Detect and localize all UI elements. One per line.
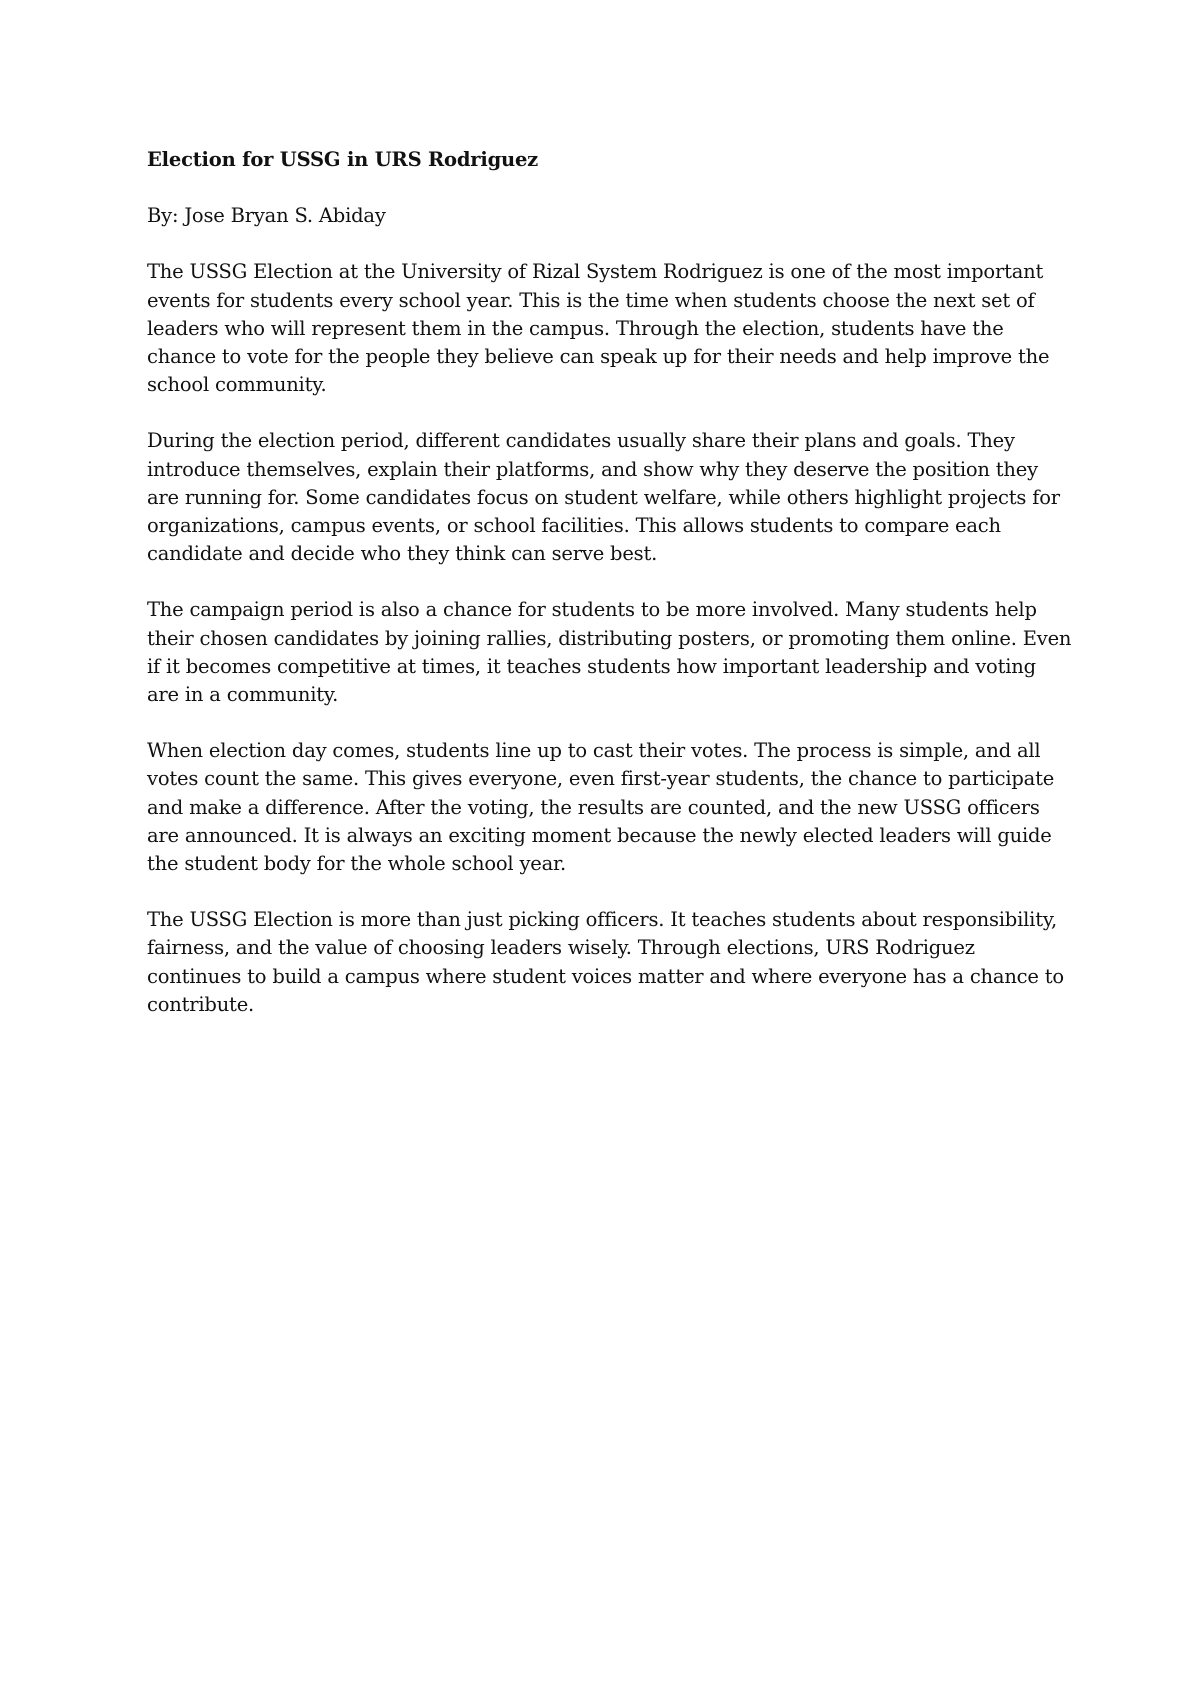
paragraph-5: The USSG Election is more than just picking officers. It teaches students about responsibility, fairness, and the value of choosing leaders wisely. Through elections, URS Rodriguez continues to build a campus where student voices matter and where everyone has a chance to contribute.	[147, 908, 1064, 1016]
paragraph-2: During the election period, different candidates usually share their plans and goals. They introduce themselves, explain their platforms, and show why they deserve the position they are running for. Some candidates focus on student welfare, while others highlight projects for organizations, campus events, or school facilities. This allows students to compare each candidate and decide who they think can serve best.	[147, 429, 1060, 566]
author-byline: By: Jose Bryan S. Abiday	[147, 204, 386, 228]
document-title: Election for USSG in URS Rodriguez	[147, 148, 539, 171]
paragraph-3: The campaign period is also a chance for students to be more involved. Many students help their chosen candidates by joining rallies, distributing posters, or promoting them online. Even if it becomes competitive at times, it teaches students how important leadership and voting are in a community.	[147, 598, 1072, 707]
document-body	[147, 146, 1072, 1047]
paragraph-4: When election day comes, students line up to cast their votes. The process is simple, and all votes count the same. This gives everyone, even first-year students, the chance to participate and make a difference. After the voting, the results are counted, and the new USSG officers are announced. It is always an exciting moment because the newly elected leaders will guide the student body for the whole school year.	[147, 739, 1055, 876]
paragraph-1: The USSG Election at the University of Rizal System Rodriguez is one of the most important events for students every school year. This is the time when students choose the next set of leaders who will represent them in the campus. Through the election, students have the chance to vote for the people they believe can speak up for their needs and help improve the school community.	[147, 260, 1050, 397]
